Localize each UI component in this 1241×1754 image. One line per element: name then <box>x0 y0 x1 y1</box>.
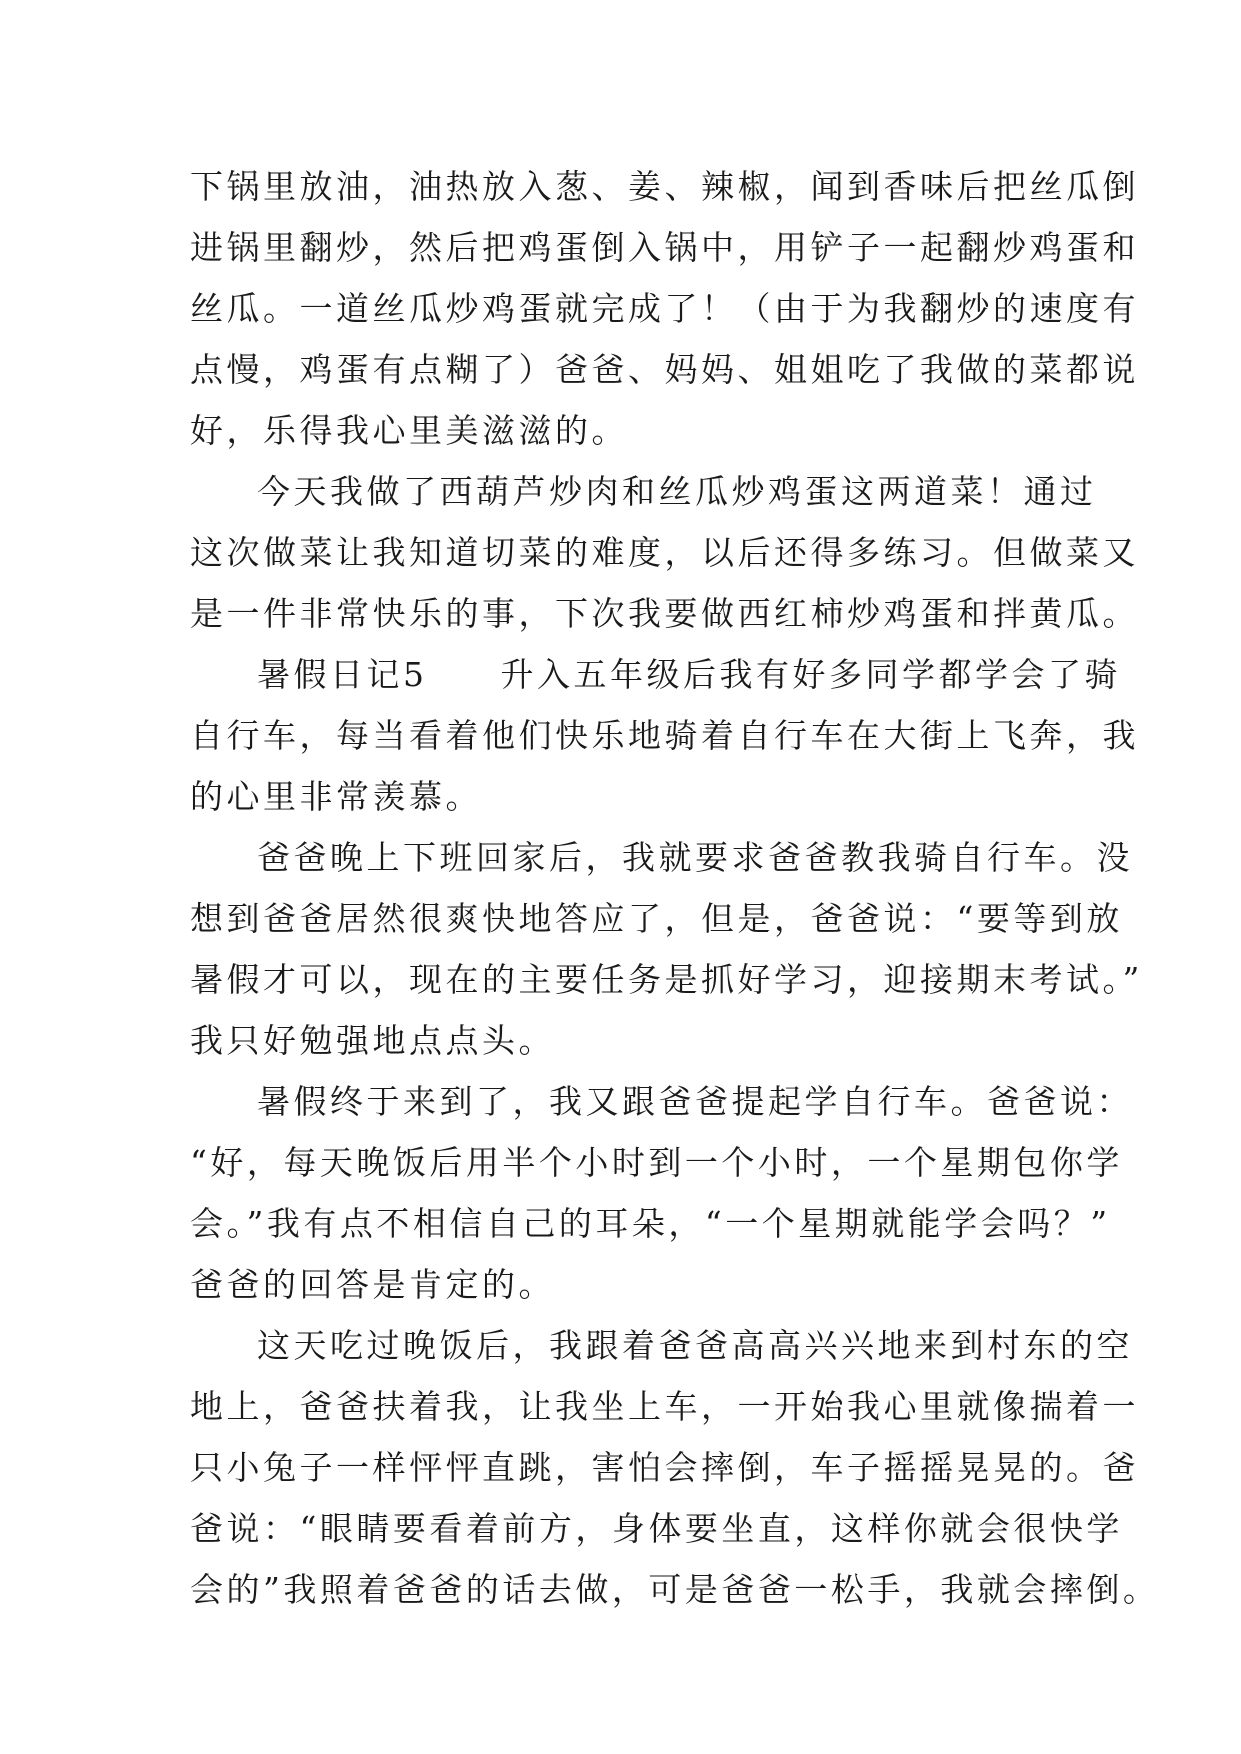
diary-heading-line: 暑假日记5 升入五年级后我有好多同学都学会了骑 <box>257 655 1121 694</box>
text-line: 只小兔子一样怦怦直跳，害怕会摔倒，车子摇摇晃晃的。爸 <box>190 1448 1139 1487</box>
text-line: 会。”我有点不相信自己的耳朵，“一个星期就能学会吗？” <box>190 1204 1111 1243</box>
text-line: 会的”我照着爸爸的话去做，可是爸爸一松手，我就会摔倒。 <box>190 1570 1160 1609</box>
text-line: 想到爸爸居然很爽快地答应了，但是，爸爸说：“要等到放 <box>190 899 1123 938</box>
text-line: “好，每天晚饭后用半个小时到一个小时，一个星期包你学 <box>190 1143 1123 1182</box>
text-line: 暑假才可以，现在的主要任务是抓好学习，迎接期末考试。” <box>190 960 1143 999</box>
paragraph-first-line: 爸爸晚上下班回家后，我就要求爸爸教我骑自行车。没 <box>257 838 1133 877</box>
paragraph-first-line: 今天我做了西葫芦炒肉和丝瓜炒鸡蛋这两道菜！通过 <box>257 472 1097 511</box>
text-line: 爸说：“眼睛要看着前方，身体要坐直，这样你就会很快学 <box>190 1509 1123 1548</box>
document-body <box>190 156 1160 1620</box>
text-line: 丝瓜。一道丝瓜炒鸡蛋就完成了！（由于为我翻炒的速度有 <box>190 289 1139 328</box>
text-line: 爸爸的回答是肯定的。 <box>190 1265 555 1304</box>
text-line: 进锅里翻炒，然后把鸡蛋倒入锅中，用铲子一起翻炒鸡蛋和 <box>190 228 1139 267</box>
text-line: 这次做菜让我知道切菜的难度，以后还得多练习。但做菜又 <box>190 533 1139 572</box>
text-line: 好，乐得我心里美滋滋的。 <box>190 411 628 450</box>
text-line: 自行车，每当看着他们快乐地骑着自行车在大街上飞奔，我 <box>190 716 1139 755</box>
paragraph-first-line: 暑假终于来到了，我又跟爸爸提起学自行车。爸爸说： <box>257 1082 1133 1121</box>
text-line: 是一件非常快乐的事，下次我要做西红柿炒鸡蛋和拌黄瓜。 <box>190 594 1139 633</box>
paragraph-first-line: 这天吃过晚饭后，我跟着爸爸高高兴兴地来到村东的空 <box>257 1326 1133 1365</box>
text-line: 点慢，鸡蛋有点糊了）爸爸、妈妈、姐姐吃了我做的菜都说 <box>190 350 1139 389</box>
text-line: 的心里非常羡慕。 <box>190 777 482 816</box>
text-line: 下锅里放油，油热放入葱、姜、辣椒，闻到香味后把丝瓜倒 <box>190 167 1139 206</box>
text-line: 我只好勉强地点点头。 <box>190 1021 555 1060</box>
text-line: 地上，爸爸扶着我，让我坐上车，一开始我心里就像揣着一 <box>190 1387 1139 1426</box>
